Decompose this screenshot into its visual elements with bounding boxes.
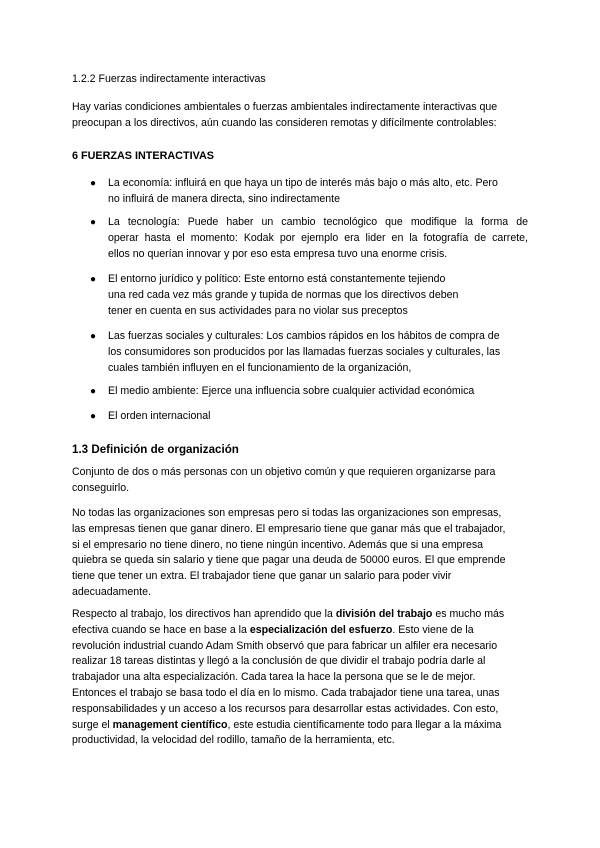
bold-term-especializacion: especialización del esfuerzo xyxy=(249,623,393,636)
paragraph-line: Conjunto de dos o más personas con un objetivo común y que requieren organizarse para xyxy=(72,466,496,478)
bullet-icon: ● xyxy=(90,411,97,422)
paragraph-line: No todas las organizaciones son empresas pero si todas las organizaciones son empresas, xyxy=(72,507,502,519)
list-item-line: El entorno jurídico y político: Este entorno está constantemente tejiendo xyxy=(108,273,446,285)
paragraph-line: quiebra se queda sin salario y tiene que pagar una deuda de 50000 euros. El que emprende xyxy=(72,554,506,567)
text-run: Respecto al trabajo, los directivos han aprendido que la xyxy=(72,608,336,620)
list-item-line: El medio ambiente: Ejerce una influencia sobre cualquier actividad económica xyxy=(108,385,475,397)
paragraph-line: las empresas tienen que ganar dinero. El empresario tiene que ganar más que el trabajador, xyxy=(72,522,506,535)
list-item-line: cuales también influyen en el funcionamiento de la organización, xyxy=(108,361,412,374)
list-item-text xyxy=(108,176,528,208)
paragraph-line: si el empresario no tiene dinero, no tiene ningún incentivo. Además que si una empresa xyxy=(72,538,484,551)
list-item-line: una red cada vez más grande y tupida de normas que los directivos deben xyxy=(108,288,459,301)
list-item-line: Las fuerzas sociales y culturales: Los cambios rápidos en los hábitos de compra de xyxy=(108,330,500,342)
bullet-icon: ● xyxy=(90,274,97,285)
list-item-line: los consumidores son producidos por las llamadas fuerzas sociales y culturales, las xyxy=(108,345,501,358)
paragraph-line: adecuadamente. xyxy=(72,585,151,598)
paragraph-line xyxy=(72,623,532,639)
list-item-text xyxy=(108,215,528,262)
text-run: , este estudia científicamente todo para llegar a la máxima xyxy=(227,718,502,731)
list-item-text xyxy=(108,384,528,400)
bullet-icon: ● xyxy=(90,217,97,228)
paragraph-line: responsabilidades y un acceso a los recursos para desarrollar estas actividades. Con esto, xyxy=(72,702,499,715)
bold-term-division-del-trabajo: división del trabajo xyxy=(335,608,433,620)
paragraph-line: trabajador una alta especialización. Cada tarea la hace la persona que se le de mejor. xyxy=(72,671,476,684)
forces-heading: 6 FUERZAS INTERACTIVAS xyxy=(72,150,214,162)
intro-line: Hay varias condiciones ambientales o fuerzas ambientales indirectamente interactivas que xyxy=(72,101,498,113)
paragraph-line: realizar 18 tareas distintas y llegó a la conclusión de que dividir el trabajo podría darle al xyxy=(72,655,486,668)
list-item-line: El orden internacional xyxy=(108,410,211,422)
list-item-text xyxy=(108,272,528,319)
list-item-line: tener en cuenta en sus actividades para no violar sus preceptos xyxy=(108,304,408,317)
bold-term-management-cientifico: management científico xyxy=(112,718,228,731)
intro-line: preocupan a los directivos, aún cuando las consideren remotas y difícilmente controlables: xyxy=(72,116,497,129)
list-item-line: La economía: influirá en que haya un tipo de interés más bajo o más alto, etc. Pero xyxy=(108,177,498,189)
paragraph-line: tiene que tener un extra. El trabajador tiene que ganar un salario para poder vivir xyxy=(72,570,452,583)
text-run: es mucho más xyxy=(432,608,505,620)
list-item-line: operar hasta el momento: Kodak por ejemplo era lider en la fotografía de carrete, xyxy=(108,231,528,244)
list-item-line: ellos no querían innovar y por eso esta empresa tuvo una enorme crisis. xyxy=(108,247,448,260)
intro-paragraph xyxy=(72,100,532,132)
paragraph-line: Entonces el trabajo se basa todo el día en lo mismo. Cada trabajador tiene una tarea, unas xyxy=(72,686,500,699)
list-item-text xyxy=(108,329,528,376)
companies-paragraph xyxy=(72,506,532,601)
subsection-title: 1.2.2 Fuerzas indirectamente interactivas xyxy=(72,73,266,85)
text-run: surge el xyxy=(72,718,113,731)
bullet-icon: ● xyxy=(90,178,97,189)
definition-heading: 1.3 Definición de organización xyxy=(72,443,239,456)
list-item-line: no influirá de manera directa, sino indirectamente xyxy=(108,192,341,205)
bullet-icon: ● xyxy=(90,386,97,397)
definition-paragraph xyxy=(72,465,532,497)
work-paragraph xyxy=(72,607,532,749)
paragraph-line xyxy=(72,607,532,623)
paragraph-line xyxy=(72,718,532,734)
paragraph-line: revolución industrial cuando Adam Smith observó que para fabricar un alfiler era necesario xyxy=(72,639,498,652)
paragraph-line: productividad, la velocidad del rodillo, tamaño de la herramienta, etc. xyxy=(72,734,395,747)
list-item-line: La tecnología: Puede haber un cambio tecnológico que modifique la forma de xyxy=(108,216,528,228)
text-run: efectiva cuando se hace en base a la xyxy=(72,623,250,636)
text-run: . Esto viene de la xyxy=(392,623,474,636)
list-item-text xyxy=(108,409,528,425)
paragraph-line: conseguirlo. xyxy=(72,481,130,494)
bullet-icon: ● xyxy=(90,331,97,342)
